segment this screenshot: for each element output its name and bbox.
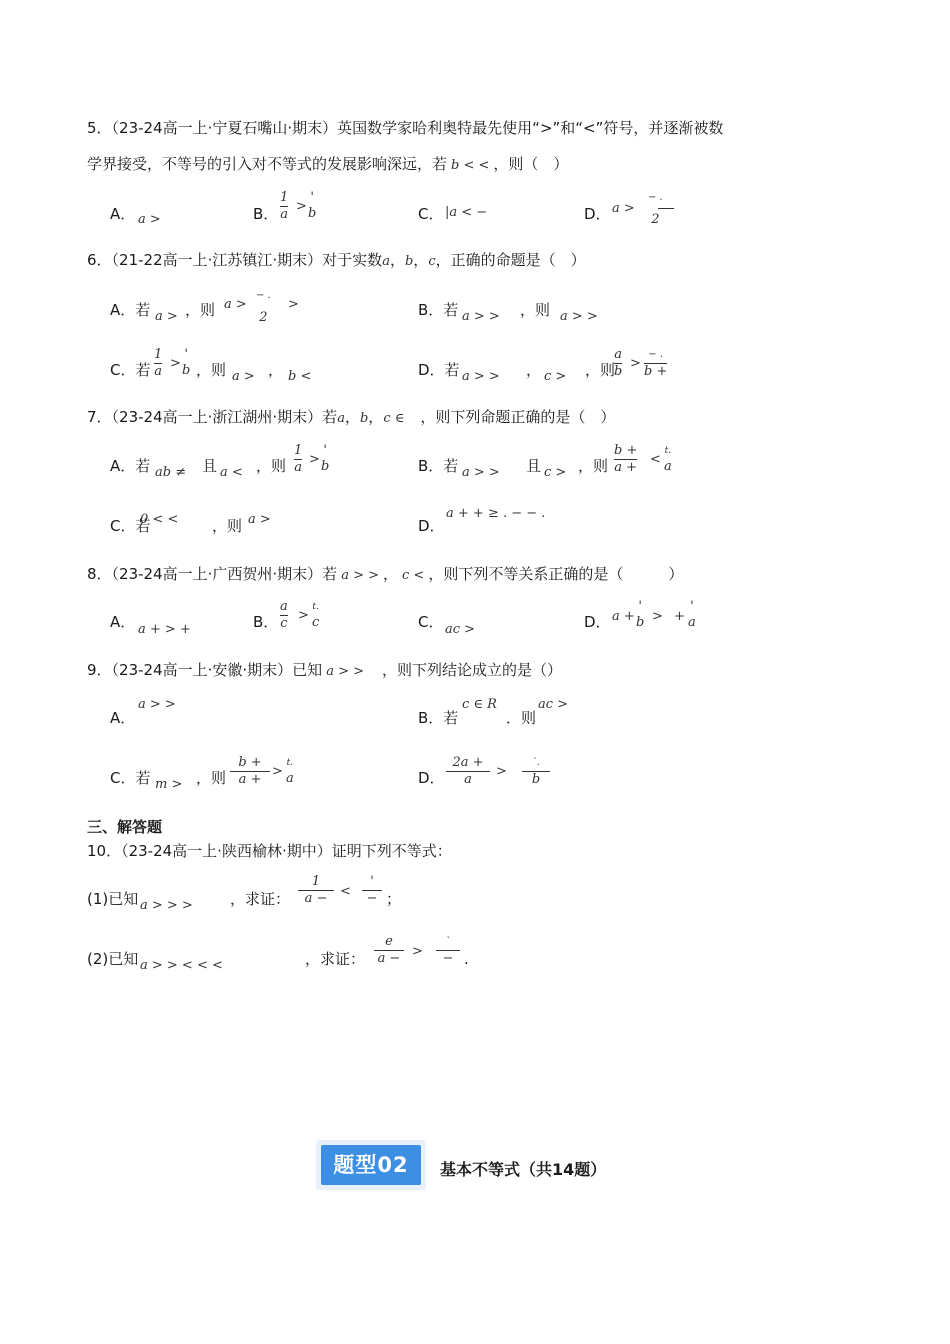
math-fraction: − . b + <box>644 349 668 379</box>
math-fraction: `. b <box>522 755 550 788</box>
math-relation: > <box>288 297 299 312</box>
math-fraction: ' b <box>308 190 317 221</box>
option-text: ，则 <box>578 457 609 475</box>
part-label: (2)已知 <box>87 950 139 968</box>
option-label: A． <box>110 709 136 727</box>
question-source: （23-24高一上·广西贺州·期末） <box>111 565 323 583</box>
math-expression: a > > <box>462 309 500 324</box>
math-expression: 0 < < <box>140 512 179 527</box>
math-expression: a > > <box>326 664 364 679</box>
option-label: B． <box>253 613 279 631</box>
math-expression: a < <box>220 465 243 480</box>
math-fraction: 1 a <box>154 347 163 379</box>
option-a[interactable] <box>110 204 135 224</box>
part-text: ，求证： <box>305 950 366 968</box>
option-label: B．若 <box>418 709 459 727</box>
option-text: ，则 <box>520 301 551 319</box>
math-expression: |a < − <box>445 205 488 220</box>
option-text: 且 <box>526 457 542 475</box>
option-d[interactable] <box>418 768 445 788</box>
math-expression: a > > > <box>140 898 193 913</box>
question-8-line: 8．（23-24高一上·广西贺州·期末）若 a > > ， c < ，则下列不等关系正确的是（ ） <box>87 565 684 583</box>
math-expression: a > <box>155 309 178 324</box>
math-fraction: ' − <box>362 874 382 907</box>
question-10-line <box>87 841 452 861</box>
math-expression: a + + ≥ . − − . <box>446 506 546 521</box>
math-relation: > <box>652 609 663 624</box>
option-a[interactable] <box>110 456 150 476</box>
option-label: C．若 <box>110 361 151 379</box>
math-relation: > <box>272 764 283 779</box>
math-expression: c > <box>544 465 567 480</box>
part-text: . <box>464 950 469 968</box>
option-b[interactable] <box>418 456 458 476</box>
question-7-line: 7．（23-24高一上·浙江湖州·期末）若a，b，c ∈ ，则下列命题正确的是（ ） <box>87 408 616 426</box>
math-expression: a > > <box>138 697 176 712</box>
math-fraction: ' b <box>321 443 330 474</box>
option-text: ．则 <box>506 709 537 727</box>
option-label: A． <box>110 613 136 631</box>
question-source: （23-24高一上·陕西榆林·期中） <box>121 842 332 860</box>
question-text: ，则（ ） <box>493 155 569 173</box>
math-var: a <box>382 254 390 269</box>
option-label: C． <box>418 205 444 223</box>
question-5-line-1 <box>87 118 723 138</box>
option-text: ，则 <box>185 301 216 319</box>
question-number: 5． <box>87 119 112 137</box>
option-label: C． <box>418 613 444 631</box>
math-fraction: − . 2 <box>648 192 663 227</box>
option-text: ，则 <box>212 517 243 535</box>
math-expression: a > > < < < <box>140 958 223 973</box>
option-label: B．若 <box>418 457 459 475</box>
question-source: （23-24高一上·安徽·期末） <box>111 661 293 679</box>
math-expression: ab ≠ <box>155 465 187 480</box>
option-label: D． <box>584 613 611 631</box>
math-fraction: t. a <box>286 758 294 786</box>
part-text: ； <box>386 890 402 908</box>
question-number: 6． <box>87 251 112 269</box>
fraction-bar <box>658 208 674 209</box>
option-b[interactable] <box>253 612 278 632</box>
option-label: B． <box>253 205 279 223</box>
math-fraction: ` − <box>436 934 460 967</box>
option-c[interactable] <box>110 768 150 788</box>
math-fraction: ' a <box>688 599 696 630</box>
math-condition: b < < <box>451 158 490 173</box>
math-expression: a > > <box>462 369 500 384</box>
option-text: ，则 <box>196 361 227 379</box>
math-expression: b < <box>288 369 312 384</box>
question-text: 对于实数 <box>322 251 383 269</box>
option-label: D．若 <box>418 361 460 379</box>
option-label: A．若 <box>110 457 151 475</box>
question-5-line-2 <box>87 154 568 176</box>
math-expression: a > <box>248 512 271 527</box>
math-fraction: a c <box>280 599 288 631</box>
question-number: 7． <box>87 408 112 426</box>
question-text: 证明下列不等式： <box>331 842 452 860</box>
question-text: ，正确的命题是（ ） <box>435 251 586 269</box>
option-a[interactable] <box>110 708 135 728</box>
math-fraction: b + a + <box>230 755 270 788</box>
math-relation: < <box>340 884 351 899</box>
option-c[interactable] <box>418 204 443 224</box>
option-text: ，则 <box>585 361 616 379</box>
question-9-line <box>87 660 562 682</box>
question-number: 9． <box>87 661 112 679</box>
question-text: 若 <box>322 565 338 583</box>
topic-badge <box>316 1140 426 1190</box>
question-6-line: 6．（21-22高一上·江苏镇江·期末）对于实数a，b，c，正确的命题是（ ） <box>87 251 586 269</box>
section-title: 三、解答题 <box>87 818 163 836</box>
option-label: D． <box>418 769 445 787</box>
option-c[interactable] <box>110 360 150 380</box>
option-d[interactable] <box>418 516 445 536</box>
math-fraction: 1 a <box>294 443 303 475</box>
option-d[interactable] <box>584 612 611 632</box>
option-label: D． <box>418 517 445 535</box>
math-expression: a > > <box>462 465 500 480</box>
math-expression: a > <box>612 201 635 216</box>
option-b[interactable] <box>418 300 458 320</box>
question-number: 10． <box>87 842 122 860</box>
question-text: ，则下列命题正确的是（ ） <box>420 408 616 426</box>
option-b[interactable] <box>253 204 278 224</box>
question-number: 8． <box>87 565 112 583</box>
question-text: 若 <box>322 408 338 426</box>
topic-title: 基本不等式（共14题） <box>440 1160 607 1179</box>
option-d[interactable] <box>584 204 611 224</box>
option-label: A．若 <box>110 301 151 319</box>
math-fraction: b + a + <box>614 443 638 475</box>
option-text: ， <box>268 361 284 379</box>
math-relation: > <box>170 356 181 371</box>
math-var: c <box>428 254 436 269</box>
math-relation: < <box>650 452 661 467</box>
math-var: b <box>359 411 369 426</box>
math-expression: a + > + <box>138 622 191 637</box>
option-label: B．若 <box>418 301 459 319</box>
math-fraction: 2a + a <box>446 755 490 788</box>
math-var: c ∈ <box>383 411 405 426</box>
math-fraction: t. a <box>664 446 672 474</box>
q10-part-1 <box>87 889 138 909</box>
math-expression: c < <box>402 568 425 583</box>
question-text: 英国数学家哈利奥特最先使用“>”和“<”符号，并逐渐被数 <box>337 119 724 137</box>
math-expression: a > > <box>560 309 598 324</box>
math-fraction: a b <box>614 347 623 379</box>
math-relation: > <box>296 199 307 214</box>
math-relation: > <box>309 452 320 467</box>
option-text: ，则 <box>196 769 227 787</box>
math-expression: c ∈ R <box>462 697 497 712</box>
option-text: 且 <box>202 457 218 475</box>
option-label: D． <box>584 205 611 223</box>
math-expression: a > <box>224 297 247 312</box>
math-fraction: 1 a <box>280 190 289 222</box>
question-text: 学界接受，不等号的引入对不等式的发展影响深远，若 <box>87 155 448 173</box>
math-fraction: ' b <box>182 347 191 378</box>
math-var: b <box>404 254 414 269</box>
math-fraction: 1 a − <box>298 874 334 907</box>
question-text: ，则下列结论成立的是（） <box>382 661 563 679</box>
math-fraction: t. c <box>312 602 320 630</box>
option-label: C．若 <box>110 517 151 535</box>
question-source: （23-24高一上·宁夏石嘴山·期末） <box>111 119 338 137</box>
question-text: ，则下列不等关系正确的是（ ） <box>428 565 684 583</box>
math-relation: > <box>412 944 423 959</box>
math-fraction: e a − <box>374 934 404 967</box>
math-expression: ac > <box>445 622 476 637</box>
math-expression: a > > <box>341 568 379 583</box>
option-text: ， <box>526 361 542 379</box>
topic-badge-label: 题型02 <box>321 1145 421 1185</box>
math-expression: a > <box>232 369 255 384</box>
option-text: ，则 <box>256 457 287 475</box>
math-expression: a + <box>612 609 635 624</box>
math-relation: > <box>630 356 641 371</box>
part-text: ，求证： <box>230 890 291 908</box>
math-expression: ac > <box>538 697 569 712</box>
math-expression: c > <box>544 369 567 384</box>
option-a[interactable] <box>110 300 150 320</box>
math-relation: > <box>298 608 309 623</box>
math-expression: + <box>674 609 685 624</box>
option-b[interactable] <box>418 708 458 728</box>
option-label: C．若 <box>110 769 151 787</box>
math-var: a <box>337 411 345 426</box>
math-expression: m > <box>155 777 183 792</box>
math-relation: > <box>496 764 507 779</box>
option-c[interactable] <box>418 612 443 632</box>
question-text: 已知 <box>292 661 323 679</box>
question-source: （21-22高一上·江苏镇江·期末） <box>111 251 323 269</box>
option-label: A． <box>110 205 136 223</box>
q10-part-2 <box>87 949 138 969</box>
math-fraction: ' b <box>636 599 645 630</box>
math-fraction: − . 2 <box>256 290 271 325</box>
option-d[interactable] <box>418 360 460 380</box>
question-source: （23-24高一上·浙江湖州·期末） <box>111 408 323 426</box>
part-label: (1)已知 <box>87 890 139 908</box>
math-expression: a > <box>138 212 161 227</box>
option-a[interactable] <box>110 612 135 632</box>
